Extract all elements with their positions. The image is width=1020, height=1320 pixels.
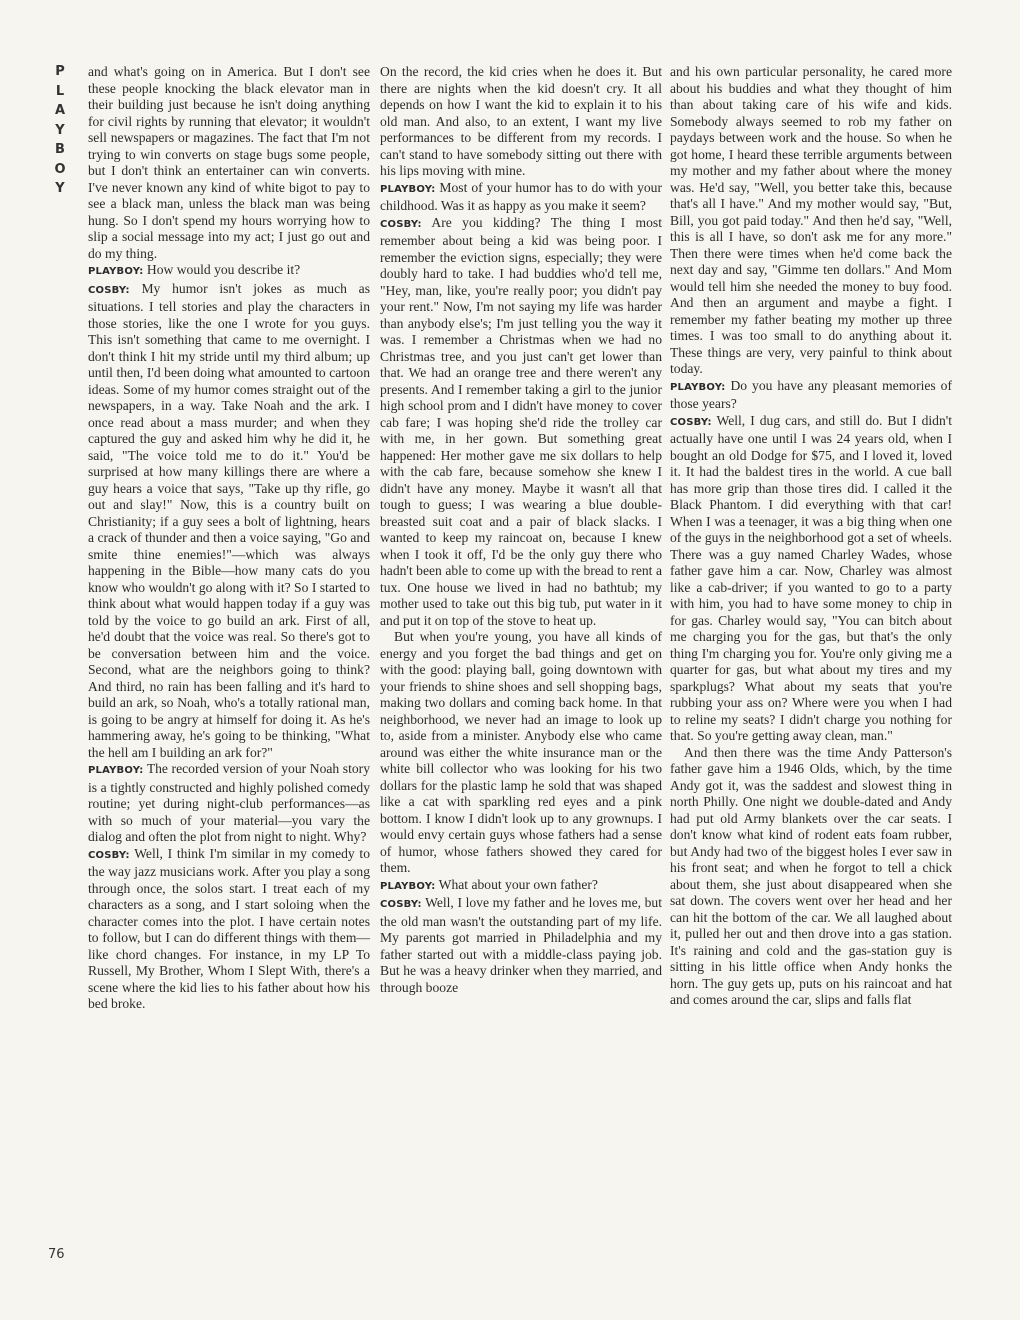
- text-column-3: [670, 64, 952, 1009]
- paragraph-text: and what's going on in America. But I don't see these people knocking the black elevator man in their building just because he isn't doing anything for civil rights by running that elevator; it wouldn't sell newspapers or magazines. The fact that I'm not trying to win converts on stage bugs some people, but I don't think an entertainer can win converts. I've never known any kind of white bigot to pay to see a black man, unless the black man was being hung. So I don't spend my hours worrying how to slip a social message into my act; I just go out and do my thing.: [88, 64, 370, 261]
- masthead-letter: Y: [55, 181, 65, 196]
- paragraph-text: Most of your humor has to do with your childhood. Was it as happy as you make it seem?: [380, 179, 662, 213]
- speaker-label: PLAYBOY:: [88, 765, 144, 776]
- body-paragraph: [670, 745, 952, 1009]
- body-paragraph: [380, 64, 662, 180]
- text-column-2: [380, 64, 662, 996]
- interview-paragraph: [380, 180, 662, 215]
- paragraph-text: Do you have any pleasant memories of those years?: [670, 377, 952, 411]
- masthead-vertical: [50, 62, 70, 199]
- masthead-letter: B: [55, 142, 65, 157]
- body-paragraph: [380, 629, 662, 877]
- paragraph-text: But when you're young, you have all kinds of energy and you forget the bad things and get on with the good: playing ball, going downtown with your friends to shine shoes and sell shopping bags, making two dollars and coming back home. In that neighborhood, we never had an image to look up to, aside from a minister. Anybody else who came around was either the white insurance man or the white bill collector who was looking for his two dollars for the plastic lamp he sold that was shaped like a cat with sparkling red eyes and a pink bottom. I know I didn't look up to any grownups. I would envy certain guys whose fathers had a sense of humor, whose fathers showed they cared for them.: [380, 629, 662, 875]
- speaker-label: COSBY:: [670, 416, 712, 428]
- body-paragraph: [670, 64, 952, 378]
- masthead-letter: Y: [55, 122, 65, 138]
- paragraph-text: Well, I dug cars, and still do. But I didn't actually have one until I was 24 years old, when I bought an old Dodge for $75, and I loved it, loved it. It had the baldest tires in the world. A cue ball has more grip than those tires did. I called it the Black Phantom. I did everything with that car! When I was a teenager, it was a big thing when one of the guys in the neighborhood got a set of wheels. There was a guy named Charley Wades, whose father gave him a car. Now, Charley was almost like a cab-driver; if you wanted to go to a party with him, you had to have some money to chip in for gas. Charley would say, "You can bitch about me charging you for the gas, but that's the only thing I'm charging you for. You're only giving me a quarter for gas, but what about my tires and my sparkplugs? What about my seats that you're rubbing your ass on? Where were you when I had to reline my seats? I didn't charge you nothing for that. So you're getting away clean, man.": [670, 412, 953, 743]
- interview-paragraph: [380, 877, 662, 896]
- speaker-label: COSBY:: [88, 284, 130, 296]
- interview-paragraph: [380, 215, 662, 630]
- masthead-letter: O: [54, 161, 66, 177]
- masthead-letter: A: [54, 103, 66, 118]
- text-column-1: [88, 64, 370, 1013]
- paragraph-text: Are you kidding? The thing I most remember about being a kid was being poor. I remember the eviction signs, especially; they were doubly hard to take. I had buddies who'd tell me, "Hey, man, like, you're really poor; you didn't pay your rent." Now, I'm not saying my life was harder than anybody else's; I'm just telling you the way it was. I remember a Christmas when we had no Christmas tree, and you just can't get lower than that. We had an orange tree and there weren't any presents. And I remember taking a girl to the junior high school prom and I didn't have money to cover cab fare; I was hoping she'd ride the trolley car with me, in her gown. But something great happened: Her mother gave me six dollars to help with the cab fare, because somehow she knew I didn't have any money. Maybe it wasn't all that tough to guess; I was wearing a blue double-breasted suit coat and a pair of black slacks. I wanted to keep my raincoat on, because I knew when I took it off, I'd be the only guy there who hadn't been able to come up with the bread to rent a tux. One house we lived in had no bathtub; my mother used to take out this big tub, put water in it and put it on top of the stove to heat up.: [380, 214, 662, 628]
- speaker-label: PLAYBOY:: [88, 266, 144, 277]
- interview-paragraph: [88, 281, 370, 762]
- paragraph-text: And then there was the time Andy Patterson's father gave him a 1946 Olds, which, by the time Andy got it, was the saddest and slowest thing in north Philly. One night we double-dated and Andy had put old Army blankets over the car seats. I don't know what kind of rodent eats foam rubber, but Andy had two of the biggest holes I ever saw in his front seat; and when he forgot to tell a chick about them, she just about disappeared when she sat down. The covers went over her head and her can hit the bottom of the car. We all laughed about it, pulled her out and then drove into a gas station. It's raining and cold and the gas-station guy is sitting in his little office when Andy honks the horn. The guy gets up, puts on his raincoat and hat and comes around the car, slips and falls flat: [670, 744, 952, 1007]
- paragraph-text: How would you describe it?: [146, 262, 301, 277]
- page-number: 76: [48, 1247, 65, 1262]
- paragraph-text: On the record, the kid cries when he does it. But there are nights when the kid doesn't cry. It all depends on how I want the kid to explain it to his old man. And also, to an extent, I want my live performances to be different from my records. I can't stand to have somebody sitting out there with his lips moving with mine.: [380, 64, 662, 178]
- paragraph-text: My humor isn't jokes as much as situations. I tell stories and play the characters in those stories, like the one I wrote for you guys. This isn't something that came to me overnight. I don't think I hit my stride until my third album; up until then, I'd been doing what amounted to cartoon ideas. Some of my humor comes straight out of the newspapers, in a way. Take Noah and the ark. I once read about a mass murder; and when they captured the guy and asked him why he did it, he said, "The voice told me to do it." You'd be surprised at how many killings there are where a guy hears a voice that says, "Take up thy rifle, go out and slay!" Now, this is a country built on Christianity; if a guy sees a bolt of lightning, hears a crack of thunder and then a voice saying, "Go and smite thine enemies!"—which was always happening in the Bible—how many cats do you know who wouldn't go along with it? So I started to think about what would happen today if a guy was told by the voice to go build an ark. First of all, he'd doubt that the voice was real. So there's got to be conversation between him and the voice. Second, what are the neighbors going to think? And third, no rain has been falling and it's hard to build an ark, so Noah, who's a totally rational man, is going to be angry at himself for doing it. As he's hammering away, he's going to be thinking, "What the hell am I building an ark for?": [88, 280, 370, 760]
- interview-paragraph: [88, 761, 370, 846]
- speaker-label: COSBY:: [88, 849, 130, 861]
- interview-paragraph: [380, 895, 662, 996]
- paragraph-text: The recorded version of your Noah story is a tightly constructed and highly polished comedy routine; yet during night-club performances—as with so much of your material—you vary the dialog and often the plot from night to night. Why?: [88, 761, 370, 844]
- speaker-label: PLAYBOY:: [670, 381, 726, 393]
- interview-paragraph: [670, 378, 952, 413]
- interview-paragraph: [670, 413, 952, 745]
- body-paragraph: [88, 64, 370, 262]
- paragraph-text: Well, I love my father and he loves me, but the old man wasn't the outstanding part of my life. My parents got married in Philadelphia and my father started out with a middle-class paying job. But he was a heavy drinker when they married, and through booze: [380, 895, 662, 995]
- speaker-label: PLAYBOY:: [380, 183, 436, 195]
- interview-paragraph: [88, 262, 370, 281]
- paragraph-text: Well, I think I'm similar in my comedy to the way jazz musicians work. After you play a song through once, the solos start. I treat each of my characters as a song, and I start soloing when the character comes into the plot. I have certain notes to follow, but I can do different things with them—like chord changes. For instance, in my LP To Russell, My Brother, Whom I Slept With, there's a scene where the kid lies to his father about how his bed broke.: [88, 845, 370, 1011]
- masthead-letter: L: [55, 83, 65, 99]
- speaker-label: COSBY:: [380, 899, 422, 910]
- paragraph-text: What about your own father?: [438, 876, 598, 892]
- speaker-label: COSBY:: [380, 218, 422, 230]
- paragraph-text: and his own particular personality, he cared more about his buddies and what they thought of him than about taking care of his wife and kids. Somebody always seemed to rob my father on paydays between work and the house. So when he got home, I heard these terrible arguments between my mother and my father about where the money was. He'd say, "Well, you better take this, because that's all I have." And my mother would say, "But, Bill, you got paid today." And then he'd say, "Well, this is all I have, so don't ask me for any more." Then there were times when he'd come back the next day and say, "Gimme ten dollars." And Mom would tell him she needed the money to buy food. And then an argument and maybe a fight. I remember my father beating my mother up three times. I was too small to do anything about it. These things are very, very painful to think about today.: [670, 64, 952, 376]
- interview-paragraph: [88, 846, 370, 1013]
- speaker-label: PLAYBOY:: [380, 880, 436, 892]
- masthead-letter: P: [55, 64, 65, 79]
